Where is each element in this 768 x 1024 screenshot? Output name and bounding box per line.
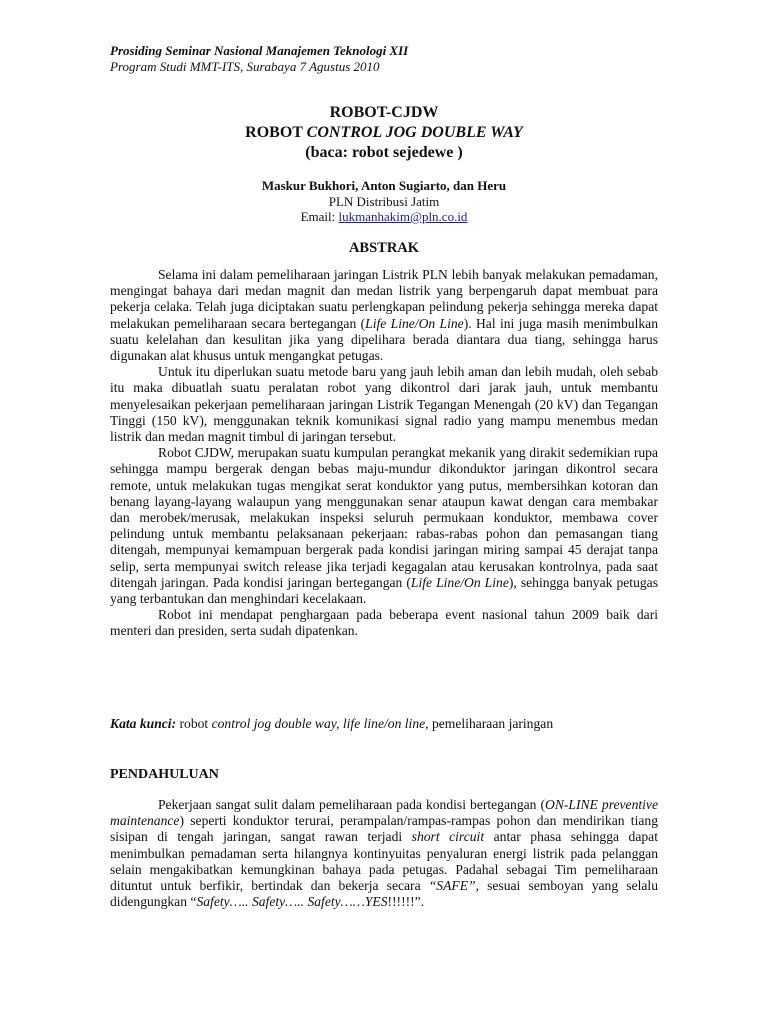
abstract-paragraph-4: Robot ini mendapat penghargaan pada beberapa event nasional tahun 2009 baik dari menteri dan presiden, serta sudah dipatenkan. [110, 607, 658, 639]
title-line-3: (baca: robot sejedewe ) [305, 144, 463, 161]
keywords-line [110, 716, 553, 732]
introduction-body [110, 797, 658, 910]
introduction-paragraph-1 [110, 797, 658, 910]
author-names: Maskur Bukhori, Anton Sugiarto, dan Heru [261, 178, 507, 193]
author-email-line [0, 209, 768, 225]
abstract-p3-text-a: Robot CJDW, merupakan suatu kumpulan perangkat mekanik yang dirakit sedemikian rupa sehingga mampu bergerak dengan bebas maju-mundur dikonduktor jaringan dikontrol secara remote, untuk melakukan tugas mengikat serat konduktor yang putus, membersihkan kotoran dan benang layang-layang walaupun yang menggunakan senar ataupun kawat dengan cara membakar dan merobek/merusak, melakukan inspeksi seluruh permukaan konduktor, membawa cover pelindung untuk membantu pelaksanaan pekerjaan: rabas-rabas pohon dan pemasangan tiang ditengah, mempunyai kemampuan bergerak pada kondisi jaringan miring sampai 45 derajat tanpa selip, serta mempunyai switch release jika terjadi kegagalan atau kerusakan kontrolnya, pada saat ditengah jaringan. Pada kondisi jaringan bertegangan ( [110, 445, 658, 590]
intro-italic-2: ON-LINE preventive maintenance [110, 797, 658, 829]
title-line-2-italic: CONTROL JOG DOUBLE WAY [306, 124, 523, 141]
abstract-p3-italic: Life Line/On Line [410, 574, 509, 590]
abstract-body [110, 267, 658, 640]
intro-text-9: !!!!!!”. [387, 894, 425, 910]
proceedings-title: Prosiding Seminar Nasional Manajemen Teknologi XII [110, 43, 409, 58]
proceedings-header [110, 43, 408, 75]
email-link[interactable]: lukmanhakim@pln.co.id [338, 209, 468, 224]
intro-text-3: ) seperti konduktor terurai, perampalan/rampas-rampas pohon dan mendirikan tiang sisipan di tengah jaringan, sangat rawan terjadi [110, 813, 658, 845]
abstract-p1-text-a: Selama ini dalam pemeliharaan jaringan Listrik PLN lebih banyak melakukan pemadaman, mengingat bahaya dari medan magnit dan medan listrik yang berpengaruh dapat membuat para pekerja celaka. Telah juga diciptakan suatu perlengkapan pelindung pekerja sehingga mereka dapat melakukan pemeliharaan secara bertegangan ( [110, 267, 658, 331]
abstract-paragraph-2: Untuk itu diperlukan suatu metode baru yang jauh lebih aman dan lebih mudah, oleh sebab itu maka dibuatlah suatu peralatan robot yang dikontrol dari jarak jauh, untuk membantu menyelesaikan pekerjaan pemeliharaan jaringan Listrik Tegangan Menengah (20 kV) dan Tegangan Tinggi (150 kV), menggunakan teknik komunikasi signal radio yang mampu menembus medan listrik dan medan magnit timbul di jaringan tersebut. [110, 364, 658, 445]
abstract-paragraph-1 [110, 267, 658, 364]
keywords-text-3: pemeliharaan jaringan [428, 716, 554, 731]
proceedings-venue: Program Studi MMT-ITS, Surabaya 7 Agustus 2010 [110, 59, 380, 74]
section-heading-introduction: PENDAHULUAN [110, 767, 219, 782]
title-line-2-prefix: ROBOT [245, 124, 307, 141]
intro-italic-6: “SAFE” [428, 878, 476, 894]
email-label: Email: [300, 209, 339, 224]
intro-text-5: antar phasa sehingga dapat menimbulkan pemadaman serta hilangnya kontinyuitas penyaluran energi listrik pada pelanggan selain mengakibatkan kemungkinan bahaya pada petugas. Padahal sebagai Tim pemeliharaan dituntut untuk berfikir, bertindak dan bekerja secara [110, 829, 658, 894]
abstract-p1-text-c: ). Hal ini juga masih menimbulkan suatu kelelahan dan kesulitan jika yang dipelihara berada diantara dua tiang, sehingga harus digunakan alat khusus untuk mengangkat petugas. [110, 315, 658, 364]
title-line-1: ROBOT-CJDW [329, 104, 439, 121]
intro-italic-4: short circuit [411, 829, 485, 845]
abstract-p1-italic: Life Line/On Line [365, 315, 464, 331]
abstract-paragraph-3 [110, 445, 658, 607]
author-affiliation: PLN Distribusi Jatim [328, 193, 440, 209]
intro-italic-8: Safety….. Safety….. Safety……YES [196, 894, 388, 910]
keywords-italic: control jog double way, life line/on line, [211, 716, 429, 731]
title-line-2 [0, 123, 768, 143]
keywords-label: Kata kunci: [110, 716, 177, 731]
abstract-heading: ABSTRAK [348, 240, 420, 256]
intro-text-1: Pekerjaan sangat sulit dalam pemeliharaan pada kondisi bertegangan ( [158, 797, 545, 812]
keywords-text-1: robot [176, 716, 212, 731]
abstract-p3-text-c: ), sehingga banyak petugas yang terbantukan dan menghindari kecelakaan. [110, 574, 658, 607]
intro-text-7: , sesuai semboyan yang selalu didengungkan “ [110, 878, 658, 910]
paper-title [0, 103, 768, 163]
author-block [0, 178, 768, 225]
